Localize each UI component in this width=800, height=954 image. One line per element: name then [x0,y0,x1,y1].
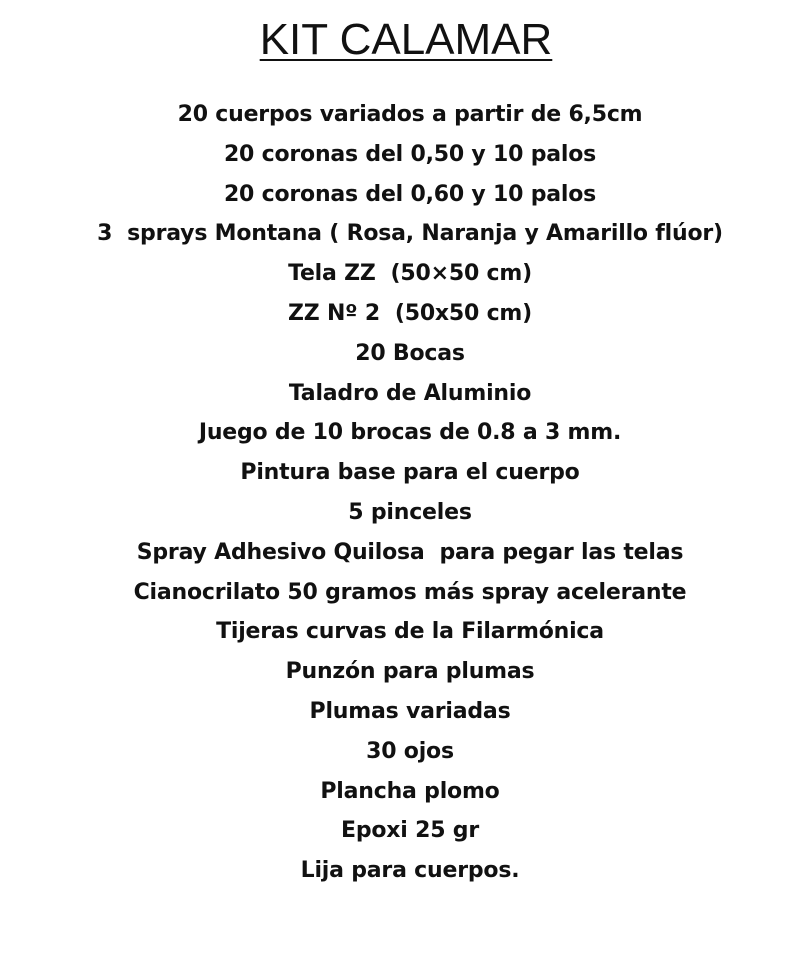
list-item: Cianocrilato 50 gramos más spray acelerante [133,579,687,605]
list-item: 20 coronas del 0,60 y 10 palos [223,181,597,207]
list-item: 3 sprays Montana ( Rosa, Naranja y Amarillo flúor) [97,221,723,247]
list-item: 20 coronas del 0,50 y 10 palos [223,141,597,167]
list-item: Juego de 10 brocas de 0.8 a 3 mm. [198,420,622,446]
list-item: Tela ZZ (50×50 cm) [288,261,532,287]
list-item: Plancha plomo [320,778,500,804]
list-item: 5 pinceles [348,499,472,525]
document-title-text: KIT CALAMAR [259,15,553,64]
document-title [0,12,800,68]
list-item: Taladro de Aluminio [288,380,532,406]
list-item: 20 Bocas [355,340,465,366]
list-item: Spray Adhesivo Quilosa para pegar las telas [136,539,684,565]
list-item: 30 ojos [366,738,454,764]
list-item: Plumas variadas [309,698,511,724]
list-item: Epoxi 25 gr [341,818,479,844]
list-item: Lija para cuerpos. [300,858,520,884]
list-item: 20 cuerpos variados a partir de 6,5cm [177,102,643,127]
list-item: Tijeras curvas de la Filarmónica [216,619,604,645]
kit-item-list [0,95,800,891]
list-item: Punzón para plumas [285,659,535,685]
list-item: ZZ Nº 2 (50x50 cm) [287,300,533,326]
list-item: Pintura base para el cuerpo [240,460,580,486]
